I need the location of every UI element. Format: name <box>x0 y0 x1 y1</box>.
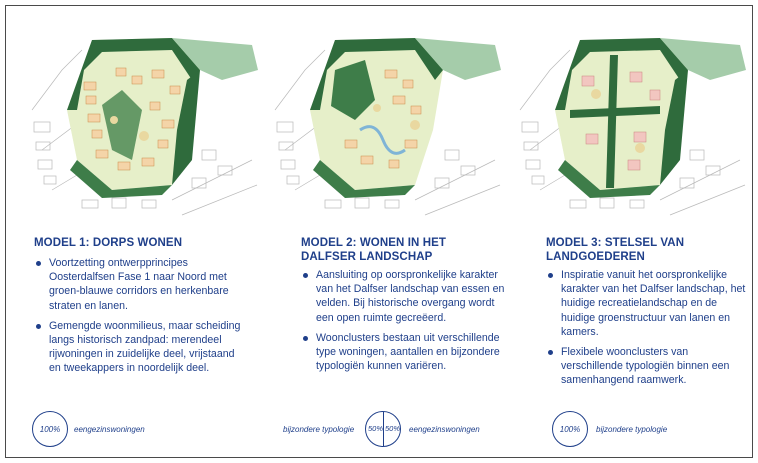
bullet-dot <box>548 350 553 355</box>
bullet-dot <box>36 324 41 329</box>
model-2-panel <box>265 0 505 463</box>
list-item: Voortzetting ontwerpprincipes Oosterdalfsen Fase 1 naar Noord met groen-blauwe corridors en herkenbare straten en lanen. <box>34 256 244 313</box>
badge-divider <box>383 412 384 446</box>
percentage-badge: 100% <box>552 411 588 447</box>
badge-caption: eengezinswoningen <box>74 425 145 434</box>
model-3-site-plan <box>510 10 750 218</box>
split-percentage-badge <box>365 411 401 447</box>
percentage-badge: 100% <box>32 411 68 447</box>
model-1-bullets <box>34 256 244 382</box>
model-3-title: MODEL 3: STELSEL VAN LANDGOEDEREN <box>546 237 685 263</box>
list-item: Woonclusters bestaan uit verschillende type woningen, aantallen en bijzondere typologiën kunnen variëren. <box>301 331 505 374</box>
badge-caption-left: bijzondere typologie <box>283 425 355 434</box>
badge-right-value: 50% <box>385 424 401 433</box>
bullet-dot <box>548 273 553 278</box>
model-1-title: MODEL 1: DORPS WONEN <box>34 237 183 249</box>
bullet-dot <box>303 336 308 341</box>
list-item: Inspiratie vanuit het oorspronkelijke karakter van het Dalfser landschap, het huidige recreatielandschap en de huidige groenstructuur van lanen en kamers. <box>546 268 750 339</box>
bullet-dot <box>303 273 308 278</box>
model-3-panel <box>510 0 750 463</box>
bullet-dot <box>36 261 41 266</box>
model-3-bullets <box>546 268 750 394</box>
model-2-title: MODEL 2: WONEN IN HET DALFSER LANDSCHAP <box>301 237 447 263</box>
model-2-bullets <box>301 268 505 379</box>
model-1-panel <box>22 0 262 463</box>
model-1-site-plan <box>22 10 262 218</box>
model-2-site-plan <box>265 10 505 218</box>
badge-caption: bijzondere typologie <box>596 425 668 434</box>
list-item: Flexibele woonclusters van verschillende typologiën binnen een samenhangend raamwerk. <box>546 345 750 388</box>
badge-left-value: 50% <box>368 424 384 433</box>
list-item: Aansluiting op oorspronkelijke karakter van het Dalfser landschap van essen en velden. Bij historische overgang wordt een open ruimte gecreëerd. <box>301 268 505 325</box>
badge-caption-right: eengezinswoningen <box>409 425 480 434</box>
list-item: Gemengde woonmilieus, maar scheiding langs historisch zandpad: merendeel rijwoningen in zuidelijke deel, vrijstaand en tweekappers in noordelijk deel. <box>34 319 244 376</box>
